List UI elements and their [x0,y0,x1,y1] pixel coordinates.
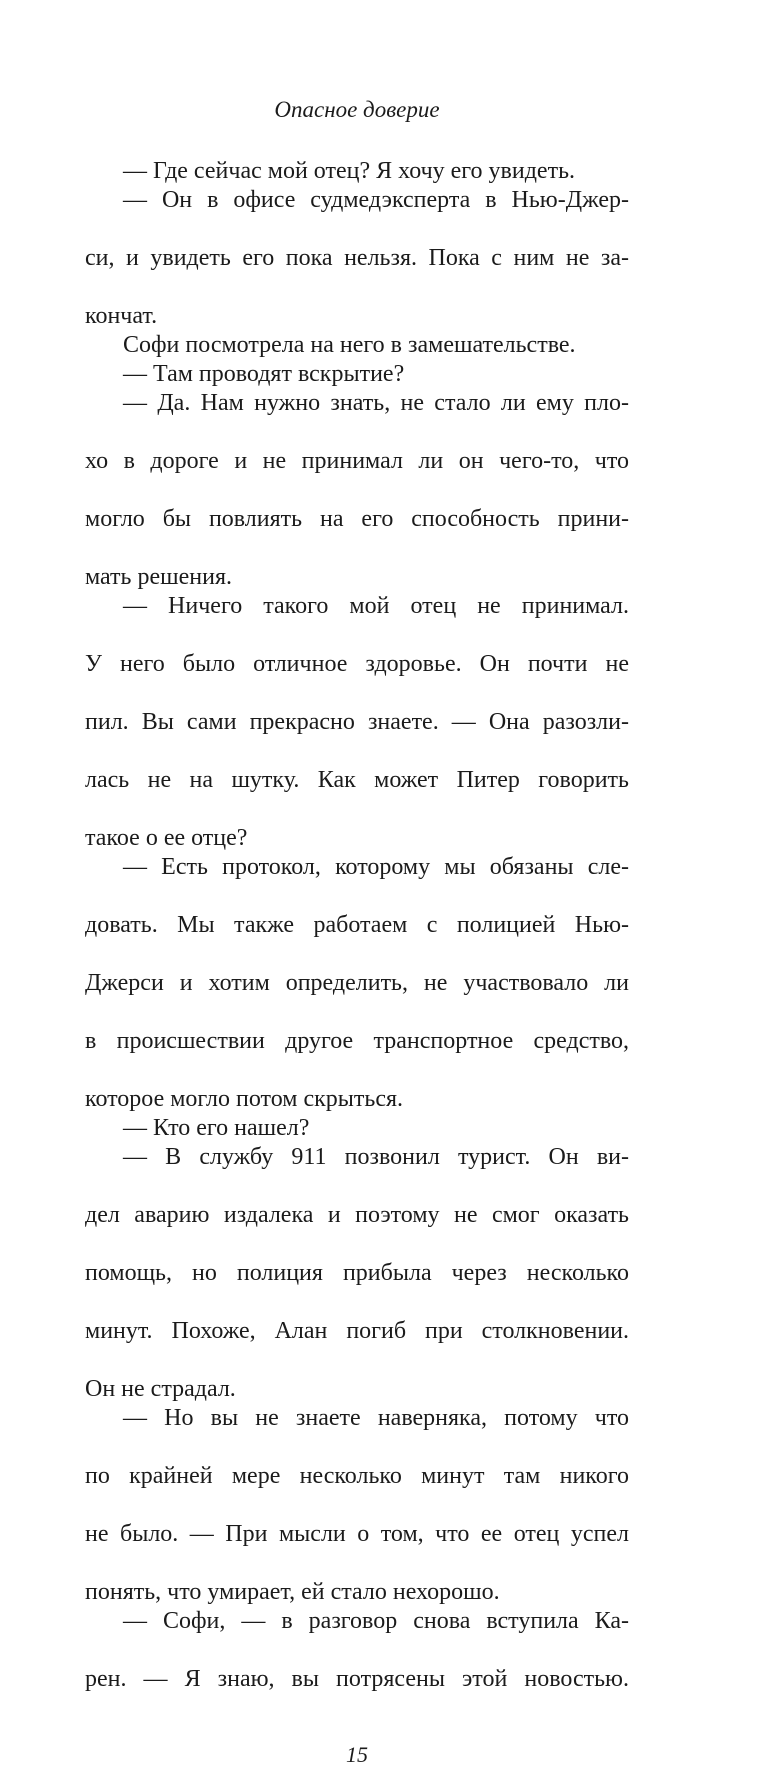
text-line: помощь, но полиция прибыла через несколько [85,1260,629,1286]
text-line: понять, что умирает, ей стало нехорошо. [85,1579,500,1605]
text-line: дел аварию издалека и поэтому не смог оказать [85,1202,629,1228]
text-line: могло бы повлиять на его способность прини- [85,506,629,532]
text-line: пил. Вы сами прекрасно знаете. — Она разозли- [85,709,629,735]
text-line: рен. — Я знаю, вы потрясены этой новостью. [85,1666,629,1692]
paragraph [85,1404,629,1607]
text-line: такое о ее отце? [85,825,248,851]
text-line: — В службу 911 позвонил турист. Он ви- [123,1144,629,1170]
page-number: 15 [346,1742,368,1767]
paragraph [85,1143,629,1404]
text-line: минут. Похоже, Алан погиб при столкновении. [85,1318,629,1344]
paragraph [85,592,629,853]
paragraph [85,853,629,1114]
text-line: — Но вы не знаете наверняка, потому что [123,1405,629,1431]
text-line: — Есть протокол, которому мы обязаны сле- [123,854,629,880]
paragraph [85,186,629,331]
text-line: Он не страдал. [85,1376,236,1402]
text-line: — Он в офисе судмедэксперта в Нью-Джер- [123,187,629,213]
text-line: си, и увидеть его пока нельзя. Пока с ним не за- [85,245,629,271]
text-line: — Ничего такого мой отец не принимал. [123,593,629,619]
paragraph [85,1607,629,1723]
text-line: хо в дороге и не принимал ли он чего-то, что [85,448,629,474]
paragraph [85,389,629,592]
text-line: Софи посмотрела на него в замешательстве. [123,332,576,358]
text-line: мать решения. [85,564,232,590]
text-line: — Софи, — в разговор снова вступила Ка- [123,1608,629,1634]
text-line: — Где сейчас мой отец? Я хочу его увидеть. [123,158,576,184]
text-line: — Да. Нам нужно знать, не стало ли ему пло- [123,390,629,416]
paragraph [85,360,629,389]
text-line: кончат. [85,303,158,329]
page-body [85,157,629,1723]
running-title: Опасное доверие [274,97,440,122]
text-line: У него было отличное здоровье. Он почти не [85,651,629,677]
text-line: Джерси и хотим определить, не участвовало ли [85,970,629,996]
text-line: в происшествии другое транспортное средство, [85,1028,629,1054]
text-line: лась не на шутку. Как может Питер говорить [85,767,629,793]
text-line: довать. Мы также работаем с полицией Нью- [85,912,629,938]
paragraph [85,157,629,186]
text-line: которое могло потом скрыться. [85,1086,404,1112]
text-line: по крайней мере несколько минут там никого [85,1463,629,1489]
text-line: — Там проводят вскрытие? [123,361,405,387]
text-line: — Кто его нашел? [123,1115,310,1141]
text-line: не было. — При мысли о том, что ее отец успел [85,1521,629,1547]
paragraph [85,331,629,360]
paragraph [85,1114,629,1143]
